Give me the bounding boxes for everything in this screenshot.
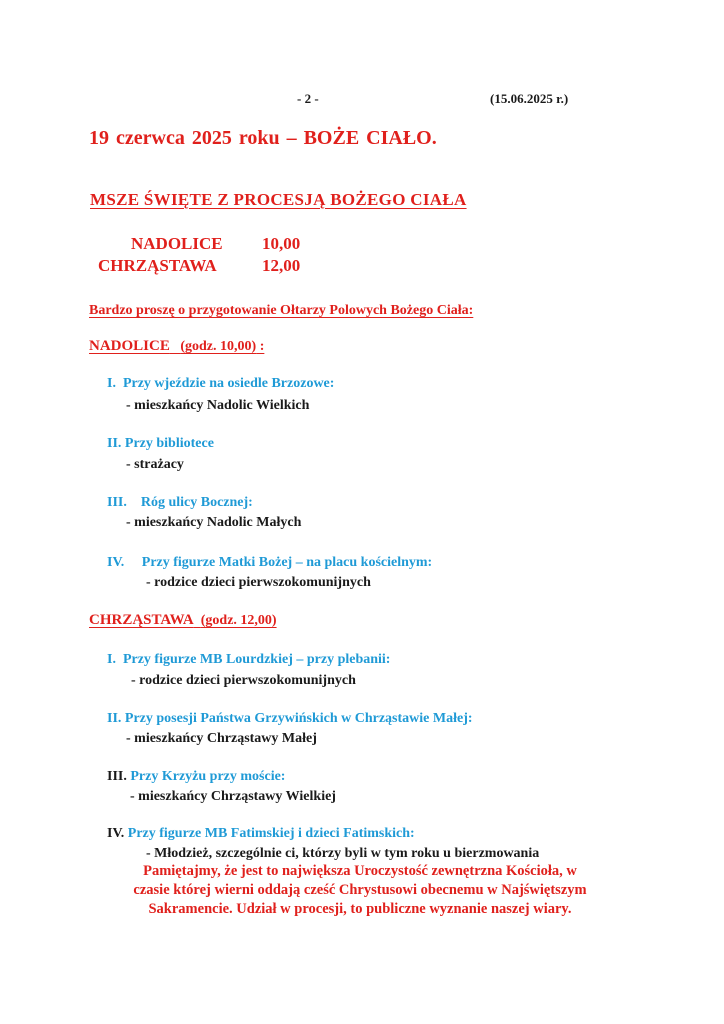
altar-location-text: Przy posesji Państwa Grzywińskich w Chrząstawie Małej: [124, 711, 473, 726]
altar-location-text: Przy figurze MB Lourdzkiej – przy plebanii: [122, 652, 391, 667]
masses-heading: MSZE ŚWIĘTE Z PROCESJĄ BOŻEGO CIAŁA [90, 190, 467, 209]
mass-time-nadolice: 10,00 [262, 234, 301, 253]
altar-numeral: III. [107, 769, 127, 784]
altar-location [107, 376, 334, 392]
altar-location-text: Przy bibliotece [124, 436, 214, 451]
closing-line: Sakramencie. Udział w procesji, to publiczne wyznanie naszej wiary. [148, 901, 572, 917]
altar-responsible: - rodzice dzieci pierwszokomunijnych [131, 673, 356, 688]
mass-place-nadolice: NADOLICE [131, 234, 223, 253]
altar-responsible: - strażacy [126, 457, 184, 472]
page-number: - 2 - [297, 91, 319, 106]
altar-location-text: Przy Krzyżu przy moście: [130, 769, 286, 784]
page-title: 19 czerwca 2025 roku – BOŻE CIAŁO. [89, 127, 437, 149]
closing-paragraph [80, 862, 640, 919]
altar-location [107, 555, 432, 571]
altar-location [107, 495, 253, 511]
section-place: CHRZĄSTAWA [89, 612, 194, 628]
altar-location-text: Przy figurze MB Fatimskiej i dzieci Fatimskich: [127, 826, 415, 841]
altar-location [107, 826, 415, 842]
altar-numeral: I. [107, 652, 116, 667]
section-heading-chrzastawa [89, 612, 277, 629]
altar-numeral: III. [107, 495, 127, 510]
altar-numeral: IV. [107, 826, 125, 841]
section-time: (godz. 10,00) [180, 339, 257, 354]
altar-numeral: IV. [107, 555, 125, 570]
altar-numeral: I. [107, 376, 116, 391]
section-place: NADOLICE [89, 338, 170, 354]
altar-responsible: - mieszkańcy Nadolic Wielkich [126, 398, 310, 413]
request-line: Bardzo proszę o przygotowanie Ołtarzy Polowych Bożego Ciała: [89, 303, 474, 318]
altar-location [107, 769, 285, 785]
section-suffix: : [256, 339, 265, 354]
altar-location [107, 711, 473, 727]
altar-responsible: - mieszkańcy Nadolic Małych [126, 515, 302, 530]
altar-responsible: - mieszkańcy Chrząstawy Wielkiej [130, 789, 336, 804]
altar-location-text: Przy wjeździe na osiedle Brzozowe: [122, 376, 335, 391]
altar-responsible: - Młodzież, szczególnie ci, którzy byli w tym roku u bierzmowania [146, 846, 540, 861]
altar-location-text: Przy figurze Matki Bożej – na placu kościelnym: [141, 555, 433, 570]
altar-location-text: Róg ulicy Bocznej: [140, 495, 253, 510]
altar-location [107, 436, 214, 452]
altar-numeral: II. [107, 711, 122, 726]
section-time: (godz. 12,00) [200, 613, 277, 628]
closing-line: Pamiętajmy, że jest to największa Uroczystość zewnętrzna Kościoła, w [143, 863, 577, 879]
altar-numeral: II. [107, 436, 122, 451]
section-heading-nadolice [89, 338, 264, 355]
document-date: (15.06.2025 r.) [490, 91, 569, 106]
closing-line: czasie której wierni oddają cześć Chrystusowi obecnemu w Najświętszym [133, 882, 587, 898]
altar-responsible: - rodzice dzieci pierwszokomunijnych [146, 575, 371, 590]
mass-place-chrzastawa: CHRZĄSTAWA [98, 256, 217, 275]
altar-responsible: - mieszkańcy Chrząstawy Małej [126, 731, 317, 746]
altar-location [107, 652, 390, 668]
mass-time-chrzastawa: 12,00 [262, 256, 301, 275]
